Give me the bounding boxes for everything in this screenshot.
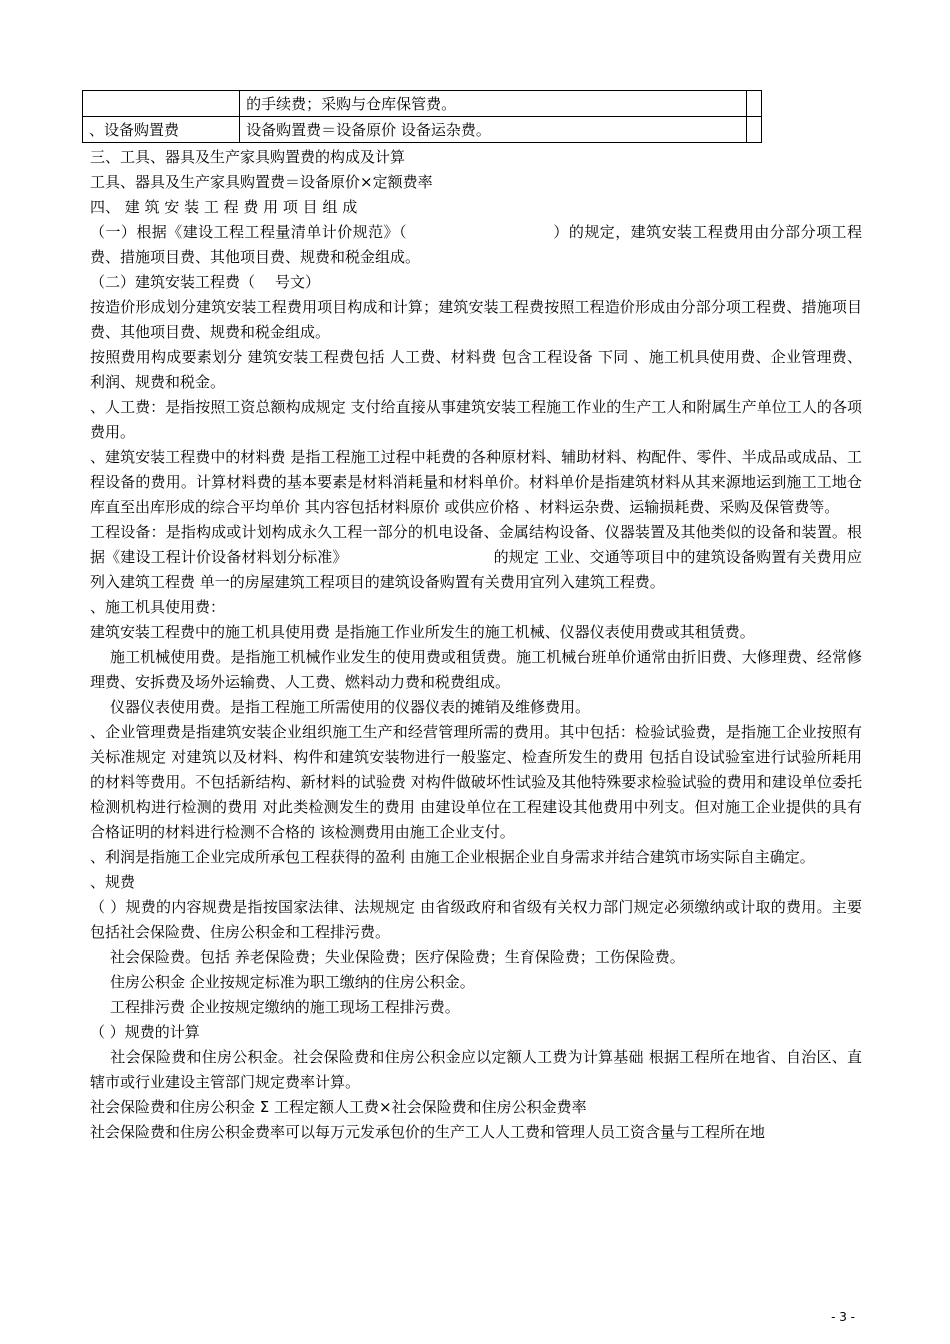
paragraph: （ ）规费的计算 bbox=[90, 1023, 200, 1041]
table-row bbox=[83, 91, 762, 117]
paragraph: 、规费 bbox=[90, 873, 136, 891]
table-cell bbox=[746, 91, 761, 117]
paragraph bbox=[90, 1045, 862, 1095]
text: 的规定 工业、交通等项目中的建筑设备购置有关费用应列入建筑工程费 单一的房屋建筑工程项目的建筑设备购置有关费用宜列入建筑工程费。 bbox=[90, 548, 862, 591]
cost-table bbox=[82, 90, 762, 143]
text: ）的规定，建筑安装工程费用由分部分项工程费、措施项目费、其他项目费、规费和税金组成。 bbox=[90, 223, 862, 266]
paragraph bbox=[90, 220, 862, 270]
paragraph: 、人工费：是指按照工资总额构成规定 支付给直接从事建筑安装工程施工作业的生产工人和附属生产单位工人的各项费用。 bbox=[90, 398, 862, 441]
table-cell: 的手续费；采购与仓库保管费。 bbox=[240, 91, 746, 117]
paragraph: 、施工机具使用费： bbox=[90, 598, 226, 616]
paragraph: 社会保险费和住房公积金费率可以每万元发承包价的生产工人人工费和管理人员工资含量与工程所在地 bbox=[90, 1123, 766, 1141]
paragraph bbox=[90, 945, 862, 970]
paragraph: （ ）规费的内容规费是指按国家法律、法规规定 由省级政府和省级有关权力部门规定必须缴纳或计取的费用。主要包括社会保险费、住房公积金和工程排污费。 bbox=[90, 898, 862, 941]
text: （二）建筑安装工程费（ bbox=[90, 273, 256, 291]
paragraph: 、利润是指施工企业完成所承包工程获得的盈利 由施工企业根据企业自身需求并结合建筑市场实际自主确定。 bbox=[90, 848, 815, 866]
text: 仪器仪表使用费。是指工程施工所需使用的仪器仪表的摊销及维修费用。 bbox=[110, 698, 591, 716]
text: 号文） bbox=[275, 273, 321, 291]
text: 社会保险费。包括 养老保险费；失业保险费；医疗保险费；生育保险费；工伤保险费。 bbox=[110, 948, 685, 966]
text: 社会保险费和住房公积金。社会保险费和住房公积金应以定额人工费为计算基础 根据工程所在地省、自治区、直辖市或行业建设主管部门规定费率计算。 bbox=[90, 1048, 862, 1091]
text: 住房公积金 企业按规定标准为职工缴纳的住房公积金。 bbox=[110, 973, 475, 991]
paragraph bbox=[90, 695, 862, 720]
formula: 工具、器具及生产家具购置费＝设备原价×定额费率 bbox=[90, 173, 433, 191]
paragraph: 、企业管理费是指建筑安装企业组织施工生产和经营管理所需的费用。其中包括：检验试验费，是指施工企业按照有关标准规定 对建筑以及材料、构件和建筑安装物进行一般鉴定、检查所发生的费用 包括自设试验室进行试验所耗用的材料等费用。不包括新结构、新材料的试验费 对构件做破坏性试验及其他特殊要求检验试验的费用和建设单位委托检测机构进行检测的费用 对此类检测发生的费用 由建设单位在工程建设其他费用中列支。但对施工企业提供的具有合格证明的材料进行检测不合格的 该检测费用由施工企业支付。 bbox=[90, 723, 862, 841]
section-heading: 四、 建 筑 安 装 工 程 费 用 项 目 组 成 bbox=[90, 198, 358, 216]
table-cell: 、设备购置费 bbox=[83, 117, 240, 143]
table-cell bbox=[746, 117, 761, 143]
paragraph: 按造价形成划分建筑安装工程费用项目构成和计算；建筑安装工程费按照工程造价形成由分部分项工程费、措施项目费、其他项目费、规费和税金组成。 bbox=[90, 298, 862, 341]
paragraph bbox=[90, 645, 862, 695]
paragraph: 按照费用构成要素划分 建筑安装工程费包括 人工费、材料费 包含工程设备 下同 、施工机具使用费、企业管理费、利润、规费和税金。 bbox=[90, 348, 862, 391]
table-row bbox=[83, 117, 762, 143]
text: 施工机械使用费。是指施工机械作业发生的使用费或租赁费。施工机械台班单价通常由折旧费、大修理费、经常修理费、安拆费及场外运输费、人工费、燃料动力费和税费组成。 bbox=[90, 648, 862, 691]
table-cell bbox=[83, 91, 240, 117]
page-number: - 3 - bbox=[831, 1310, 855, 1324]
paragraph bbox=[90, 995, 862, 1020]
paragraph: 建筑安装工程费中的施工机具使用费 是指施工作业所发生的施工机械、仪器仪表使用费或其租赁费。 bbox=[90, 623, 755, 641]
text: （一）根据《建设工程工程量清单计价规范》（ bbox=[90, 223, 407, 241]
text: 工程排污费 企业按规定缴纳的施工现场工程排污费。 bbox=[110, 998, 460, 1016]
paragraph bbox=[90, 270, 862, 295]
section-heading: 三、工具、器具及生产家具购置费的构成及计算 bbox=[90, 148, 406, 166]
paragraph bbox=[90, 520, 862, 595]
paragraph bbox=[90, 970, 862, 995]
document-body bbox=[90, 145, 862, 1145]
table-cell: 设备购置费＝设备原价 设备运杂费。 bbox=[240, 117, 746, 143]
text: 工程设备：是指构成或计划构成永久工程一部分的机电设备、金属结构设备、仪器装置及其他类似的设备和装置。根据《建设工程计价设备材料划分标准》 bbox=[90, 523, 862, 566]
paragraph: 、建筑安装工程费中的材料费 是指工程施工过程中耗费的各种原材料、辅助材料、构配件、零件、半成品或成品、工程设备的费用。计算材料费的基本要素是材料消耗量和材料单价。材料单价是指建筑材料从其来源地运到施工工地仓库直至出库形成的综合平均单价 其内容包括材料原价 或供应价格 、材料运杂费、运输损耗费、采购及保管费等。 bbox=[90, 448, 862, 516]
formula: 社会保险费和住房公积金 Σ 工程定额人工费×社会保险费和住房公积金费率 bbox=[90, 1098, 587, 1116]
